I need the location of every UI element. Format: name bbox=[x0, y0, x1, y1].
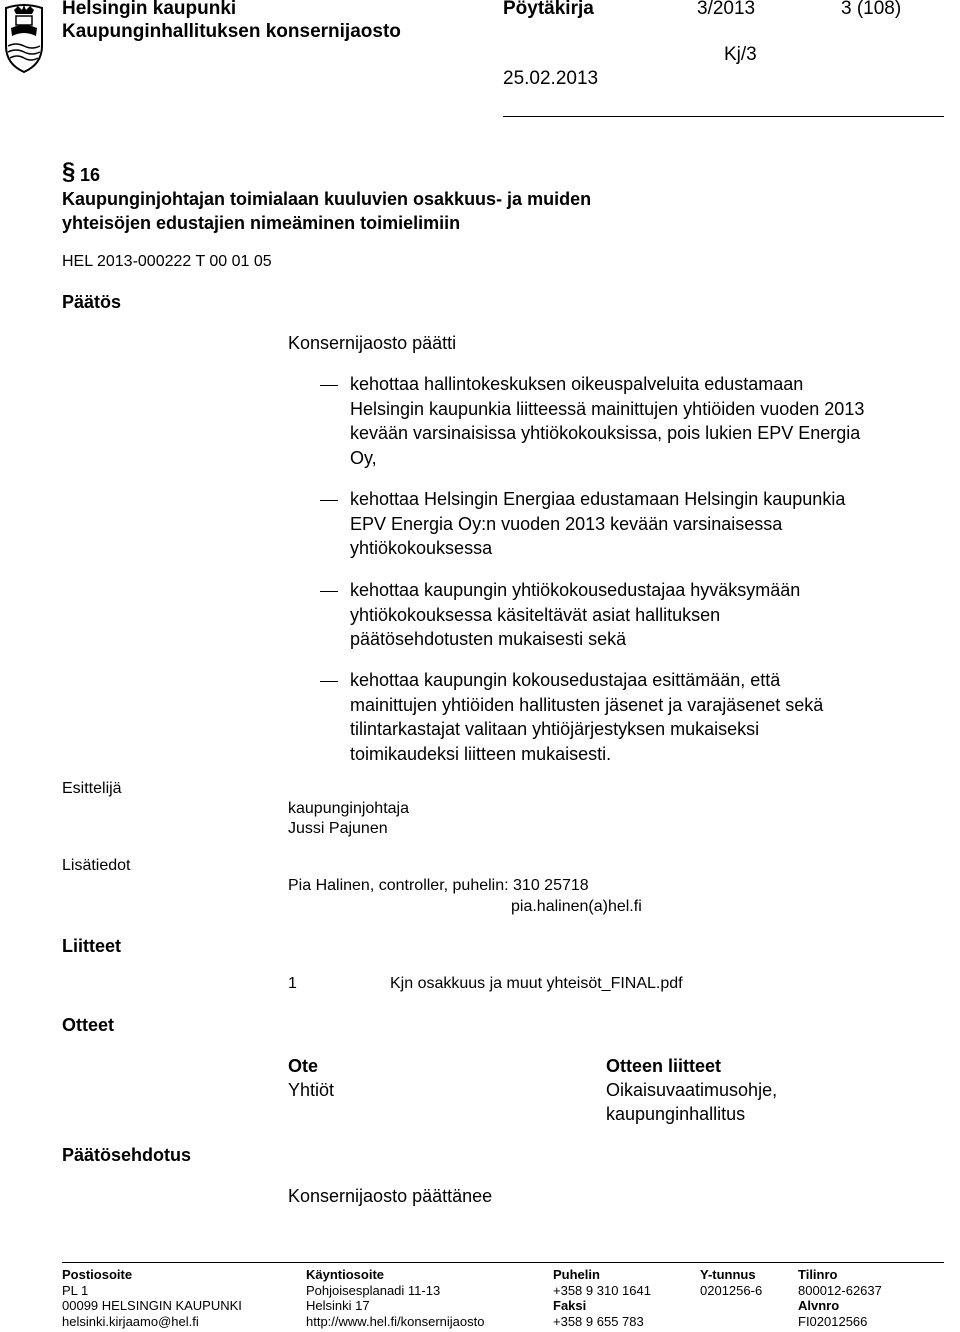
extract-col1-heading: Ote bbox=[288, 1056, 319, 1076]
helsinki-coat-of-arms-logo bbox=[2, 2, 46, 74]
section-sign-icon: § bbox=[62, 158, 76, 185]
presenter-label: Esittelijä bbox=[62, 780, 122, 797]
proposal-text: Konsernijaosto päättänee bbox=[288, 1186, 493, 1206]
extract-col2-heading: Otteen liitteet bbox=[606, 1056, 722, 1076]
info-contact: Pia Halinen, controller, puhelin: 310 25718 bbox=[288, 877, 589, 894]
header-rule bbox=[503, 116, 944, 117]
info-label: Lisätiedot bbox=[62, 857, 131, 874]
header-number: 3/2013 bbox=[697, 0, 756, 19]
presenter-name: Jussi Pajunen bbox=[288, 820, 388, 837]
bullet-dash bbox=[320, 385, 338, 386]
header-page: 3 (108) bbox=[841, 0, 902, 19]
extract-col2-line1: Oikaisuvaatimusohje, bbox=[606, 1080, 778, 1100]
extracts-label: Otteet bbox=[62, 1015, 115, 1035]
footer-phone: Puhelin +358 9 310 1641 Faksi +358 9 655 783 bbox=[553, 1267, 651, 1329]
bullet-dash bbox=[320, 591, 338, 592]
attachment-file-link[interactable]: Kjn osakkuus ja muut yhteisöt_FINAL.pdf bbox=[390, 975, 683, 992]
bullet-item: kehottaa kaupungin yhtiökokousedustajaa hyväksymään yhtiökokouksessa käsiteltävät asiat hallituksen päätösehdotusten mukaisesti sekä bbox=[350, 580, 801, 649]
attachment-number: 1 bbox=[288, 975, 297, 992]
decision-intro: Konsernijaosto päätti bbox=[288, 333, 457, 353]
footer-visit: Käyntiosoite Pohjoisesplanadi 11-13 Helsinki 17 http://www.hel.fi/konsernijaosto bbox=[306, 1267, 485, 1329]
extract-col1-value: Yhtiöt bbox=[288, 1080, 335, 1100]
proposal-label: Päätösehdotus bbox=[62, 1145, 192, 1165]
header-org: Helsingin kaupunki bbox=[62, 0, 237, 19]
item-title-line1: Kaupunginjohtajan toimialaan kuuluvien osakkuus- ja muiden bbox=[62, 189, 592, 209]
attachments-label: Liitteet bbox=[62, 936, 122, 956]
item-title-line2: yhteisöjen edustajien nimeäminen toimielimiin bbox=[62, 213, 461, 233]
bullet-dash bbox=[320, 681, 338, 682]
header-ref: Kj/3 bbox=[724, 44, 757, 65]
presenter-title: kaupunginjohtaja bbox=[288, 800, 409, 817]
header-date: 25.02.2013 bbox=[503, 68, 599, 89]
bullet-item: kehottaa hallintokeskuksen oikeuspalveluita edustamaan Helsingin kaupunkia liitteessä mainittujen yhtiöiden vuoden 2013 kevään varsinaisissa yhtiökokouksissa, pois lukien EPV Energia Oy, bbox=[350, 374, 865, 468]
bullet-dash bbox=[320, 500, 338, 501]
header-body: Kaupunginhallituksen konsernijaosto bbox=[62, 21, 401, 42]
diary-number: HEL 2013-000222 T 00 01 05 bbox=[62, 253, 272, 270]
info-email[interactable]: pia.halinen(a)hel.fi bbox=[511, 898, 642, 915]
footer-ytunnus: Y-tunnus 0201256-6 bbox=[700, 1267, 763, 1298]
footer-postal: Postiosoite PL 1 00099 HELSINGIN KAUPUNKI helsinki.kirjaamo@hel.fi bbox=[62, 1267, 242, 1329]
footer-rule bbox=[62, 1262, 944, 1263]
bullet-item: kehottaa Helsingin Energiaa edustamaan Helsingin kaupunkia EPV Energia Oy:n vuoden 2013 kevään varsinaisessa yhtiökokouksessa bbox=[350, 489, 846, 558]
header-doc-type: Pöytäkirja bbox=[503, 0, 594, 19]
item-number: 16 bbox=[80, 165, 101, 185]
extract-col2-line2: kaupunginhallitus bbox=[606, 1104, 746, 1124]
footer-account: Tilinro 800012-62637 Alvnro FI02012566 bbox=[798, 1267, 882, 1329]
decision-heading: Päätös bbox=[62, 292, 122, 312]
bullet-item: kehottaa kaupungin kokousedustajaa esittämään, että mainittujen yhtiöiden hallitusten jäsenet ja varajäsenet sekä tilintarkastajat valitaan yhtiöjärjestyksen mukaiseksi toimikaudeksi liitteen mukaisesti. bbox=[350, 670, 824, 764]
